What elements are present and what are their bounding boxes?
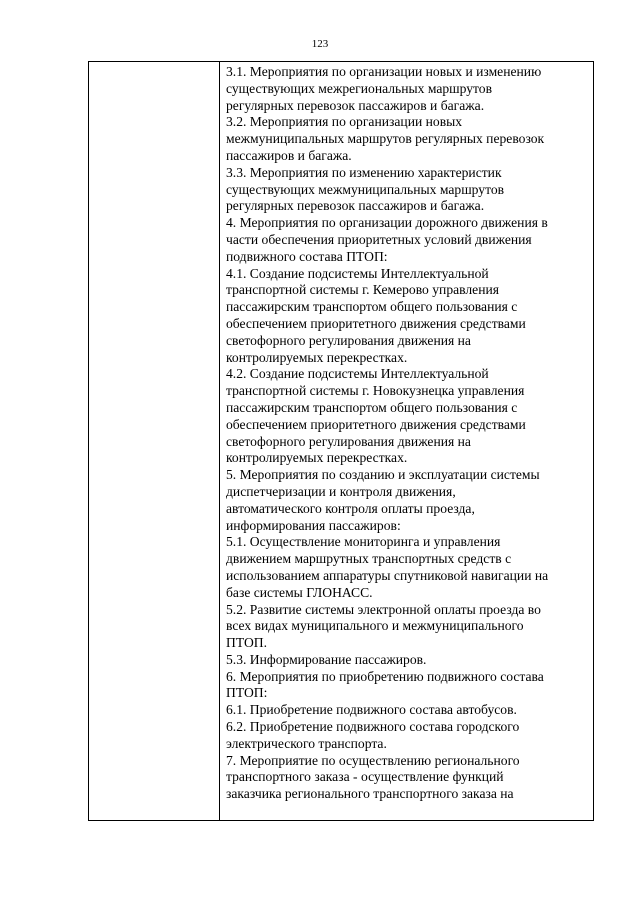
table-right-cell [220, 62, 593, 803]
text-line: части обеспечения приоритетных условий движения [226, 231, 532, 247]
text-line: заказчика регионального транспортного заказа на [226, 786, 514, 802]
text-line: 5.2. Развитие системы электронной оплаты проезда во [226, 601, 541, 617]
text-line: 6. Мероприятия по приобретению подвижного состава [226, 668, 544, 684]
text-line: существующих межрегиональных маршрутов [226, 80, 493, 96]
text-line: контролируемых перекрестках. [226, 349, 408, 365]
text-line: 5.3. Информирование пассажиров. [226, 651, 427, 667]
text-line: базе системы ГЛОНАСС. [226, 584, 373, 600]
text-line: светофорного регулирования движения на [226, 433, 471, 449]
text-line: 4.1. Создание подсистемы Интеллектуальной [226, 265, 489, 281]
text-line: 6.1. Приобретение подвижного состава автобусов. [226, 702, 517, 718]
text-line: автоматического контроля оплаты проезда, [226, 500, 475, 516]
text-line: 3.1. Мероприятия по организации новых и изменению [226, 64, 542, 79]
text-line: межмуниципальных маршрутов регулярных перевозок [226, 131, 545, 147]
text-line: транспортного заказа - осуществление функций [226, 769, 504, 785]
text-line: 4. Мероприятия по организации дорожного движения в [226, 215, 548, 231]
text-line: ПТОП. [226, 635, 267, 651]
text-line: 7. Мероприятие по осуществлению регионального [226, 752, 520, 768]
text-line: движением маршрутных транспортных средств с [226, 551, 512, 567]
text-line: 5.1. Осуществление мониторинга и управления [226, 534, 501, 550]
text-line: 4.2. Создание подсистемы Интеллектуальной [226, 366, 489, 382]
text-line: транспортной системы г. Новокузнецка управления [226, 383, 525, 399]
text-line: 5. Мероприятия по созданию и эксплуатации системы [226, 467, 540, 483]
text-line: обеспечением приоритетного движения средствами [226, 416, 526, 432]
text-line: всех видах муниципального и межмуниципального [226, 618, 524, 634]
text-line: регулярных перевозок пассажиров и багажа. [226, 198, 485, 214]
text-line: обеспечением приоритетного движения средствами [226, 315, 526, 331]
text-line: 6.2. Приобретение подвижного состава городского [226, 719, 520, 735]
table-left-cell [89, 62, 220, 820]
text-line: 3.2. Мероприятия по организации новых [226, 114, 463, 130]
text-line: пассажирским транспортом общего пользования с [226, 399, 518, 415]
text-line: транспортной системы г. Кемерово управления [226, 282, 500, 298]
text-line: ПТОП: [226, 685, 268, 701]
text-line: пассажирским транспортом общего пользования с [226, 299, 518, 315]
text-line: регулярных перевозок пассажиров и багажа. [226, 97, 485, 113]
page-number: 123 [311, 38, 329, 50]
text-line: пассажиров и багажа. [226, 147, 352, 163]
document-table [88, 61, 594, 821]
text-line: контролируемых перекрестках. [226, 450, 408, 466]
text-line: 3.3. Мероприятия по изменению характеристик [226, 164, 502, 180]
text-line: диспетчеризации и контроля движения, [226, 483, 456, 499]
text-line: информирования пассажиров: [226, 517, 401, 533]
text-line: светофорного регулирования движения на [226, 332, 471, 348]
text-line: электрического транспорта. [226, 735, 387, 751]
text-line: подвижного состава ПТОП: [226, 248, 388, 264]
text-line: использованием аппаратуры спутниковой навигации на [226, 567, 549, 583]
text-line: существующих межмуниципальных маршрутов [226, 181, 505, 197]
